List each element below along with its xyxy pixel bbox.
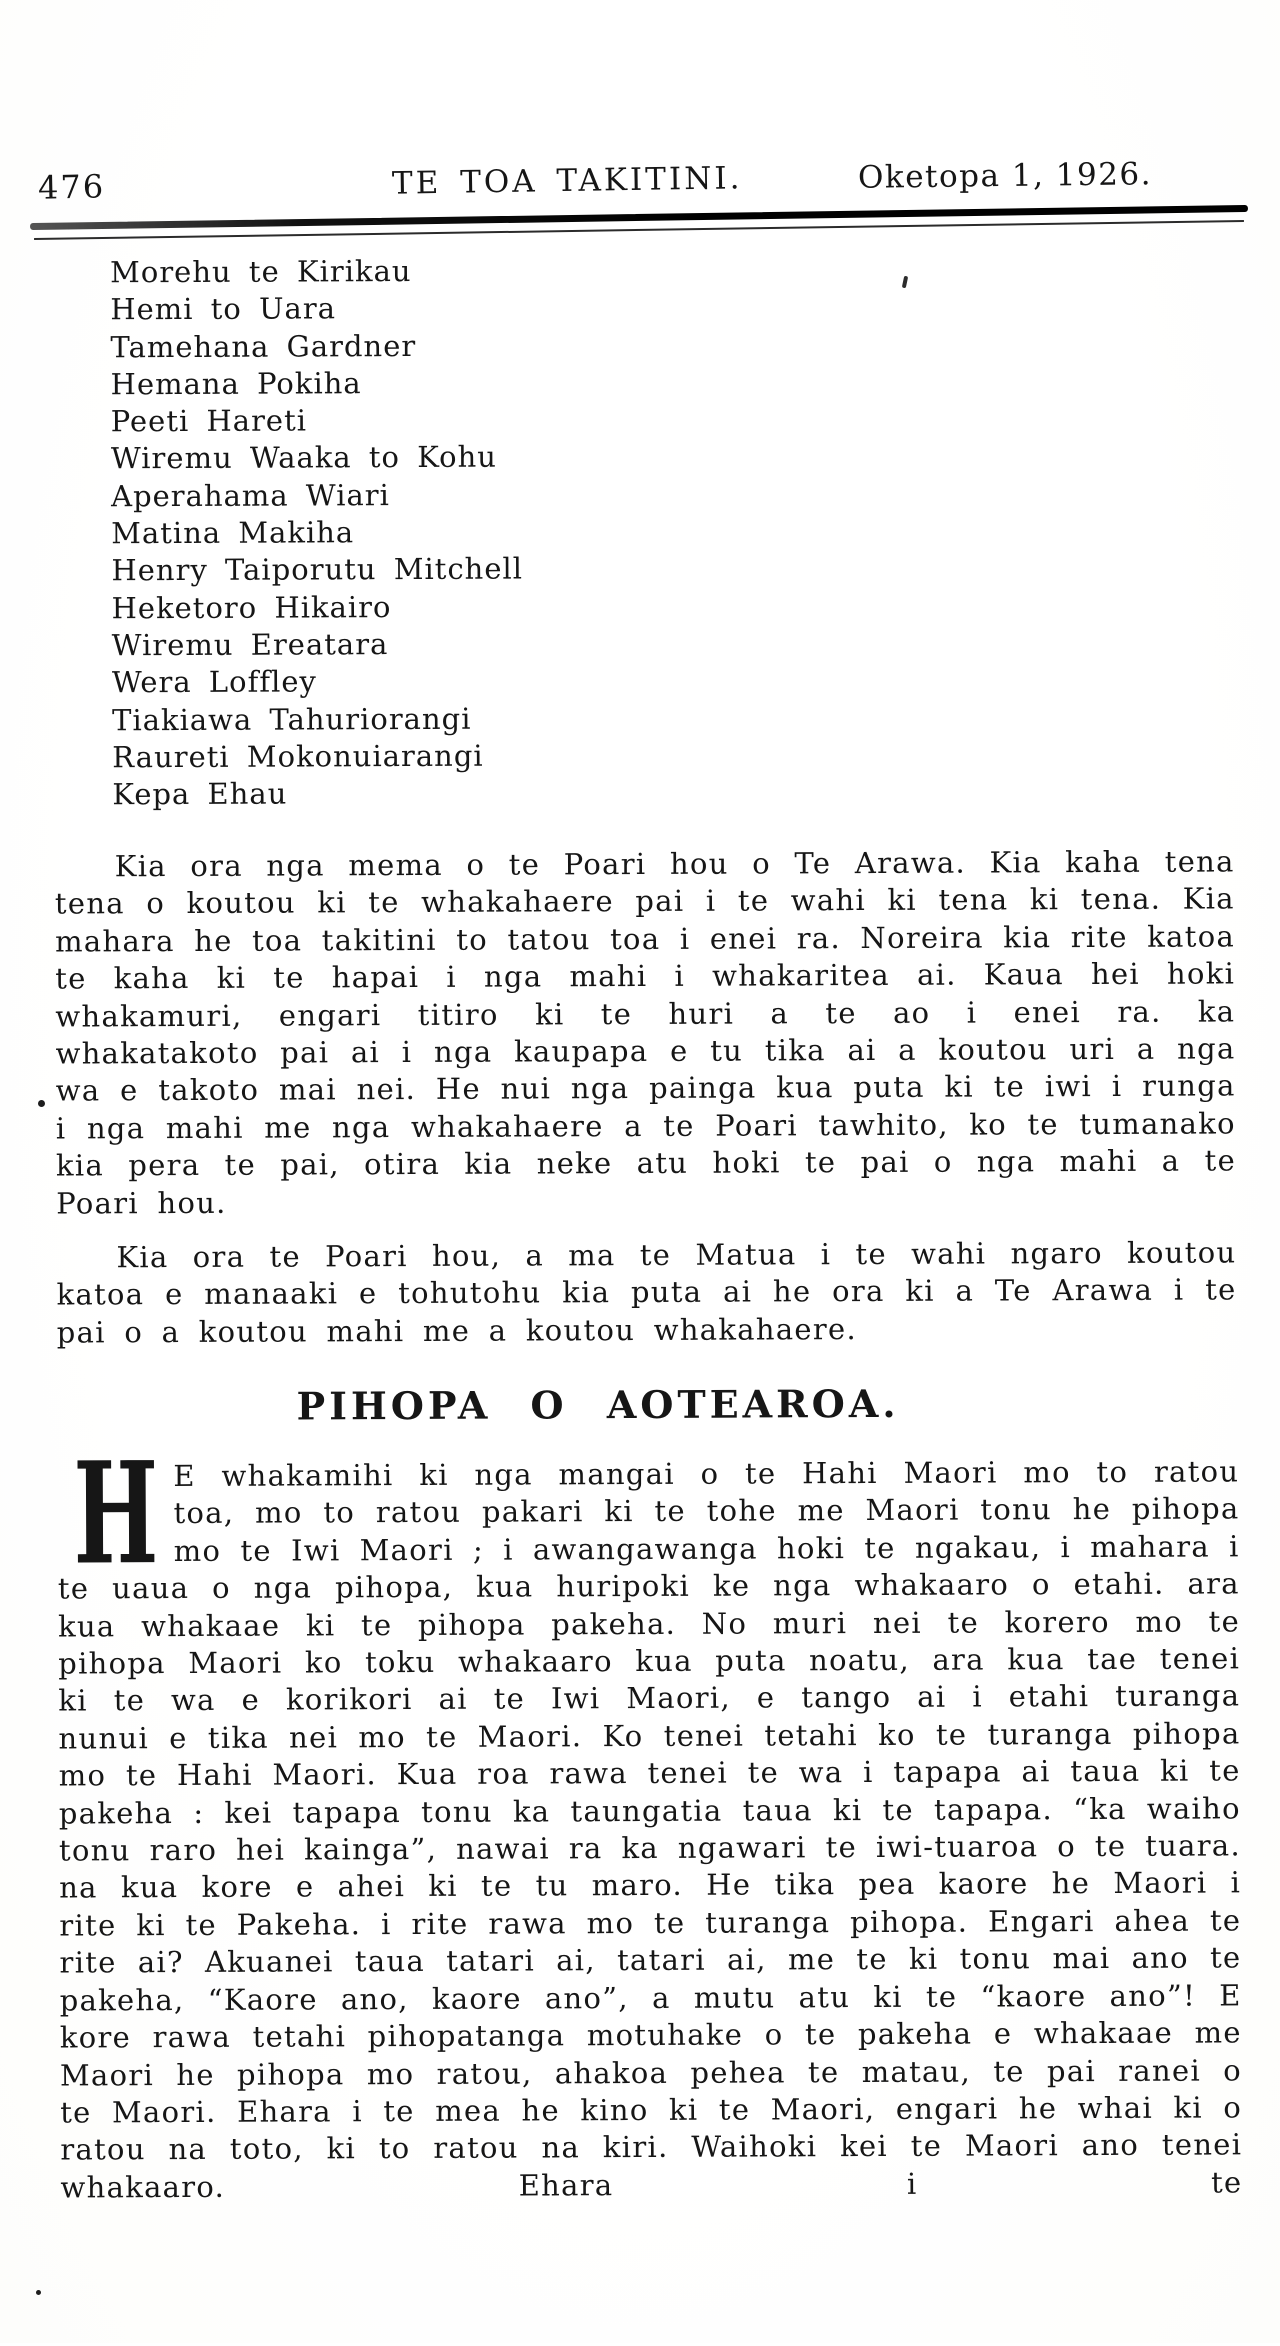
name-list-item: Hemana Pokiha — [110, 366, 362, 402]
article-text: E whakamihi ki nga mangai o te Hahi Maori mo to ratou toa, mo to ratou pakari ki te tohe me Maori tonu he pihopa mo te Iwi Maori ; i awangawanga hoki te ngakau, i mahara i te uaua o nga pihopa, kua huripoki ke nga whakaaro o etahi. ara kua whakaae ki te pihopa pakeha. No muri nei te korero mo te pihopa Maori ko toku whakaaro kua puta noatu, ara kua tae tenei ki te wa e korikori ai te Iwi Maori, e tango ai i etahi turanga nunui e tika nei mo te Maori. Ko tenei tetahi ko te turanga pihopa mo te Hahi Maori. Kua roa rawa tenei te wa i tapapa ai taua ki te pakeha : kei tapapa tonu ka taungatia taua ki te tapapa. “ka waiho tonu raro hei kainga”, nawai ra ka ngawari te iwi-tuaroa o te tuara. na kua kore e ahei ki te tu maro. He tika pea kaore he Maori i rite ki te Pakeha. i rite rawa mo te turanga pihopa. Engari ahea te rite ai? Akuanei taua tatari ai, tatari ai, me te ki tonu mai ano te pakeha, “Kaore ano, kaore ano”, a mutu atu ki te “kaore ano”! E kore rawa tetahi pihopatanga motuhake o te pakeha e whakaae me Maori he pihopa mo ratou, ahakoa pehea te matau, te pai ranei o te Maori. Ehara i te mea he kino ki te Maori, engari he whai ki o ratou na toto, ki to ratou na kiri. Waihoki kei te Maori ano tenei whakaaro. Ehara i te — [57, 1454, 1243, 2205]
name-list-item: Aperahama Wiari — [111, 477, 390, 514]
name-list-item: Kepa Ehau — [112, 776, 288, 812]
page-number: 476 — [37, 167, 106, 207]
article-heading: PIHOPA O AOTEAROA. — [296, 1380, 900, 1429]
name-list-item: Wiremu Waaka to Kohu — [110, 440, 497, 476]
name-list-item: Wiremu Ereatara — [111, 627, 389, 663]
article-body-block — [57, 1432, 1243, 2206]
ink-speck — [36, 2290, 41, 2295]
name-list-item: Hemi to Uara — [110, 291, 337, 327]
paragraph-poari-blessing: Kia ora te Poari hou, a ma te Matua i te wahi ngaro koutou katoa e manaaki e tohutohu kia puta ai he ora ki a Te Arawa i te pai o a koutou mahi me a koutou whakahaere. — [56, 1235, 1237, 1350]
name-list-item: Heketoro Hikairo — [111, 589, 392, 625]
name-list-item: Henry Taiporutu Mitchell — [111, 551, 524, 588]
drop-cap-letter: H — [73, 1432, 160, 1597]
name-list-item: Matina Makiha — [111, 515, 355, 551]
paragraph-poari-greeting: Kia ora nga mema o te Poari hou o Te Arawa. Kia kaha tena tena o koutou ki te whakahaere pai i te wahi ki tena ki tena. Kia mahara he toa takitini to tatou toa i enei ra. Noreira kia rite katoa te kaha ki te hapai i nga mahi i whakaritea ai. Kaua hei hoki whakamuri, engari titiro ki te huri a te ao i enei ra. ka whakatakoto pai ai i nga kaupapa e tu tika ai a koutou uri a nga wa e takoto mai nei. He nui nga painga kua puta ki te iwi i runga i nga mahi me nga whakahaere a te Poari tawhito, ko te tumanako kia pera te pai, otira kia neke atu hoki te pai o nga mahi a te Poari hou. — [54, 844, 1237, 1221]
name-list — [110, 253, 524, 814]
ink-speck — [38, 1100, 45, 1107]
issue-date: Oketopa 1, 1926. — [857, 156, 1153, 196]
name-list-item: Morehu te Kirikau — [110, 253, 412, 290]
name-list-item: Wera Loffley — [111, 664, 317, 700]
masthead-title: TE TOA TAKITINI. — [391, 160, 743, 202]
name-list-item: Tamehana Gardner — [110, 328, 417, 364]
name-list-item: Peeti Hareti — [110, 403, 308, 439]
name-list-item: Raureti Mokonuiarangi — [112, 738, 484, 775]
name-list-item: Tiakiawa Tahuriorangi — [111, 701, 472, 737]
